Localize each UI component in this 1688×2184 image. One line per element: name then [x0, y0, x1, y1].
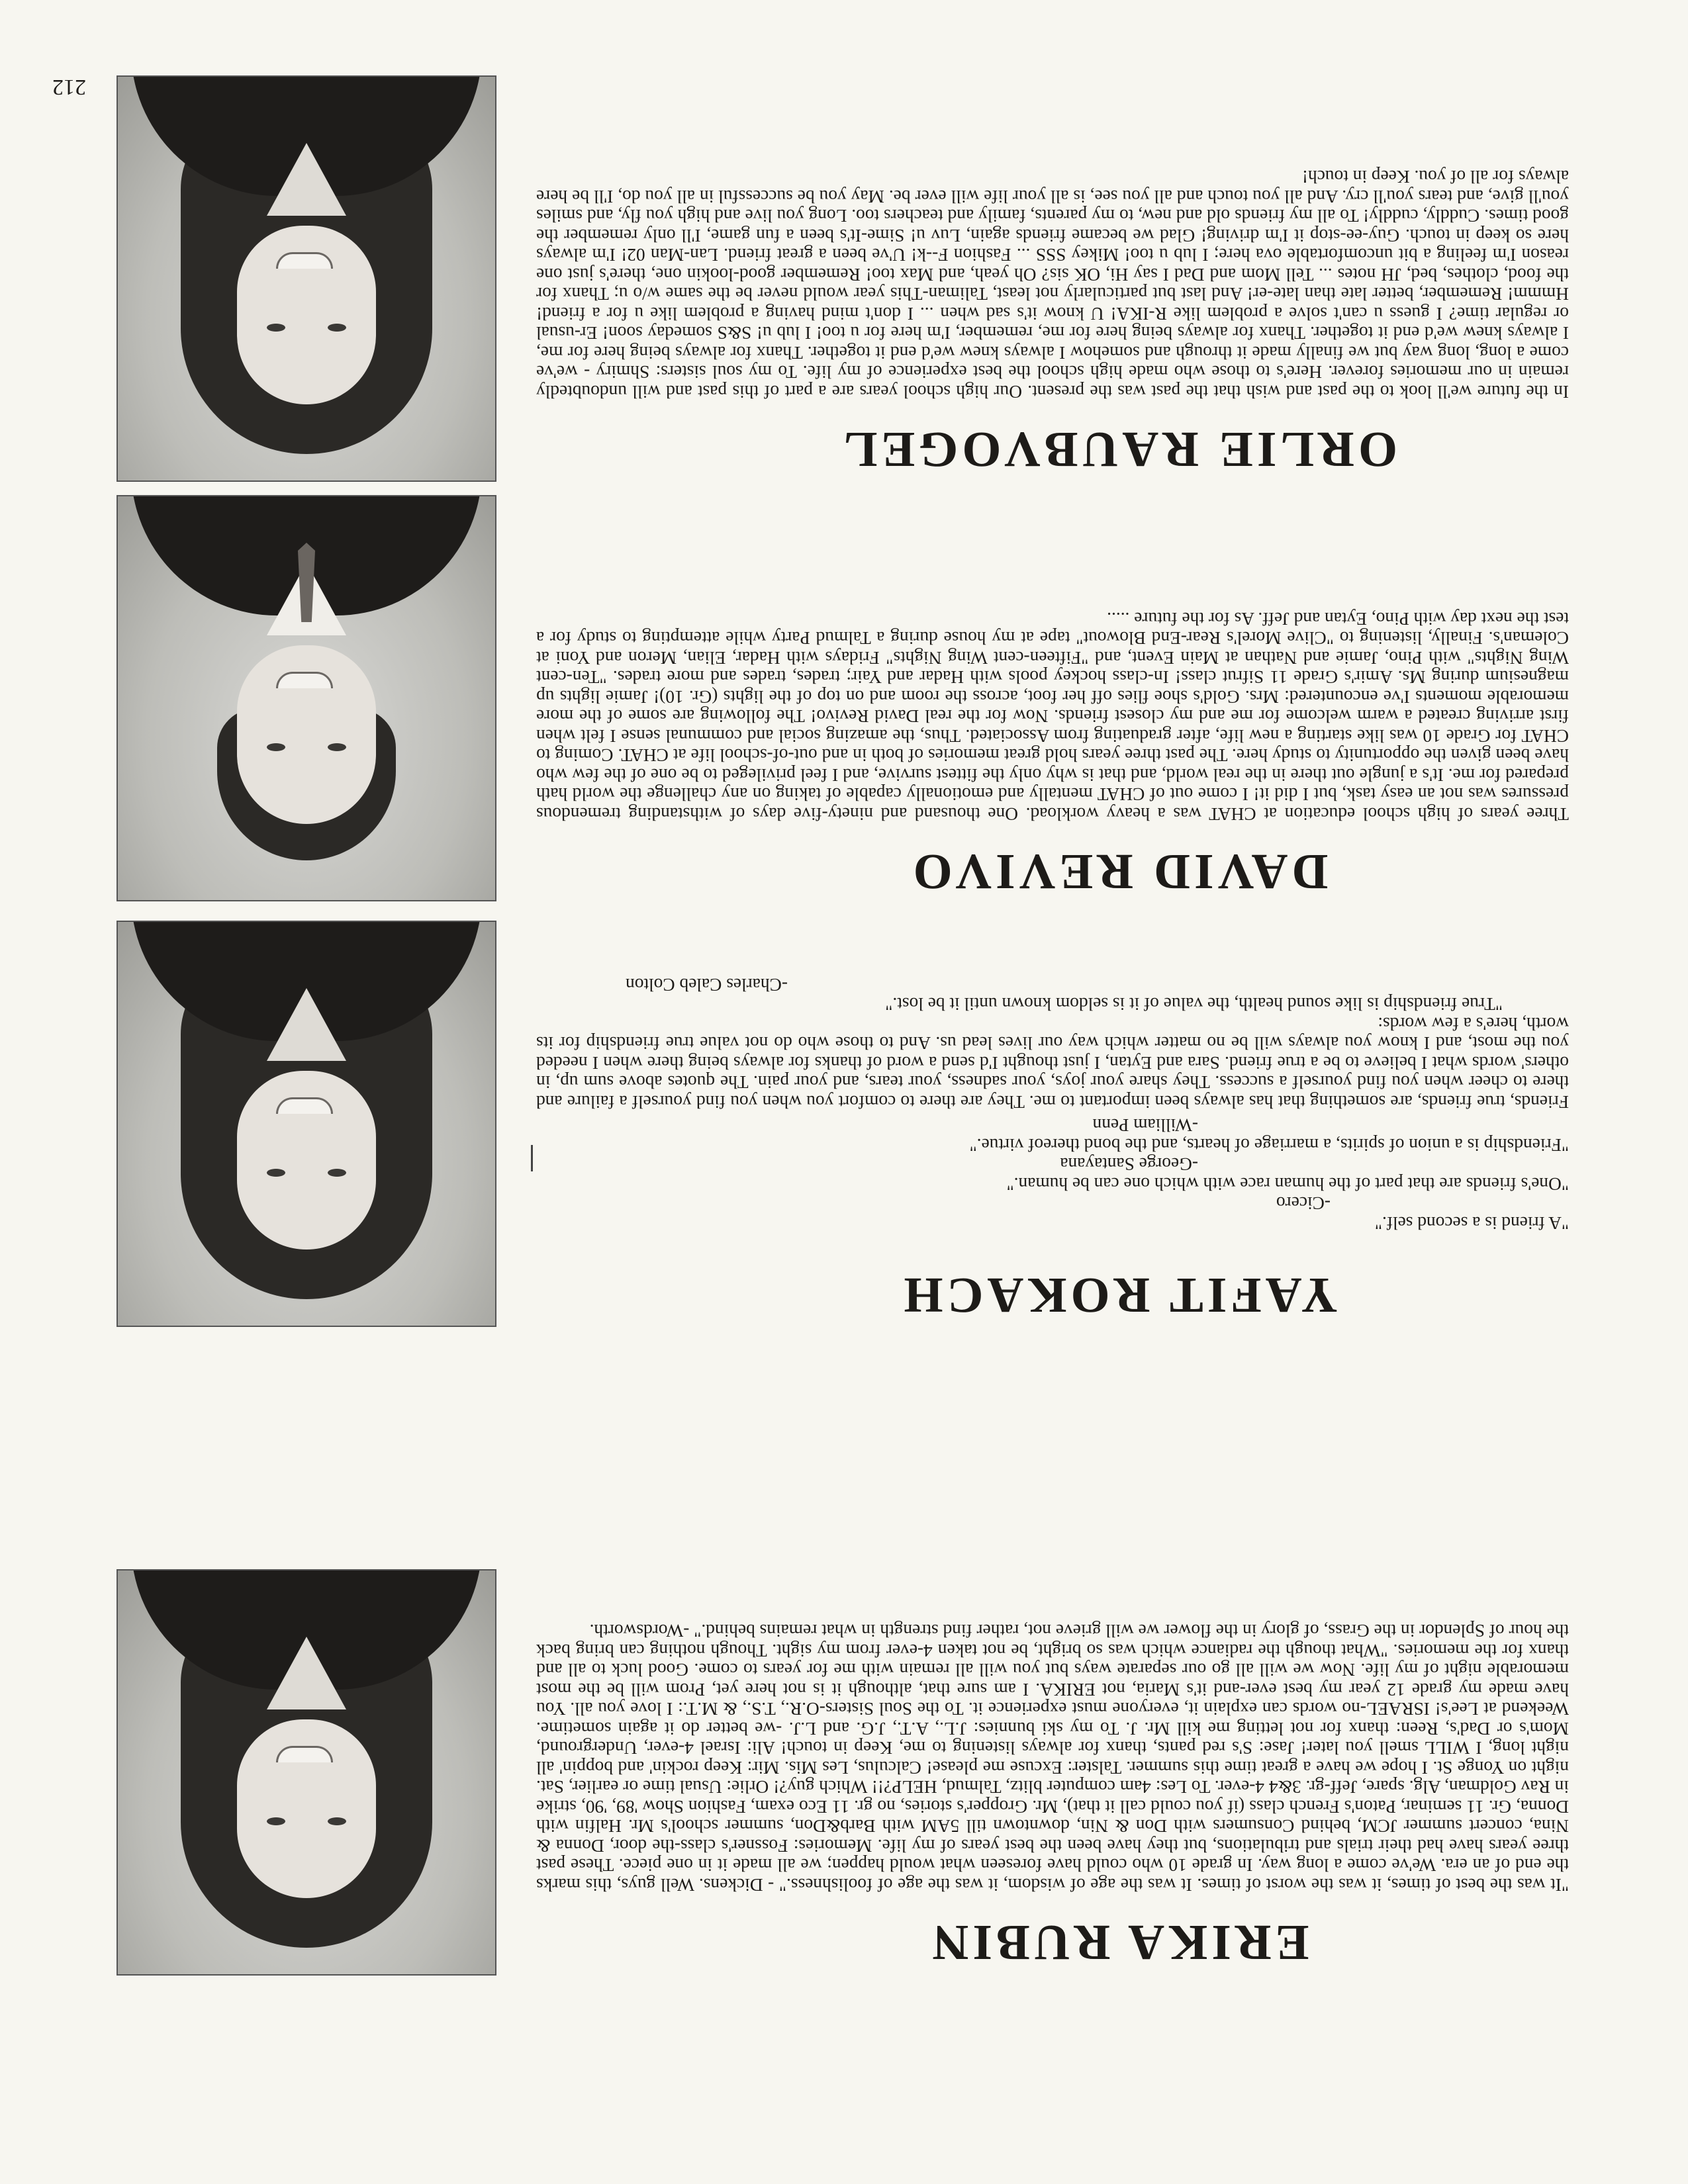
student-name: YAFIT ROKACH	[900, 1267, 1338, 1323]
closing-quote-author: -Charles Caleb Colton	[626, 975, 788, 995]
portrait-photo	[117, 1569, 496, 1976]
student-text: "It was the best of times, it was the worst of times. It was the age of wisdom, it was the age of foolishness." - Dickens. Well guys, this marks the end of an era. We've come a long way. In grade 10 who could have foreseen what would happen; we all made it in one piece. These past three years have had their trials and tribulations, but they have been the best years of my life. Memories: Fossner's class-the door, Donna & Nina, concert summer JCM, behind Consumers with Don & Nin, downtown till 5AM with Barb&Don, summer school's Mr. Halfin with Donna, Gr. 11 seminar, Paton's French class (if you could call it that), Mr. Gropper's stories, no gr. 11 Eco exam, Fashion Show '89, '90, strike in Rav Goldman, Alg. spare, Jeff-gr. 3&4 4-ever. To Les: 4am computer blitz, Talmud, HELP?!! Which guy?! Orlie: Usual time or earlier, Sat. night on Yonge St. I hope we have a great time this summer. Talster: Excuse me please! Calculus, Les Mis. Mir: Keep rockin' and boppin' all night long, I WILL smell you later! Jase: S's red pants, thanx for always listening to me, Keep in touch! Ali: Israel 4-ever, Underground, Mom's or Dad's, Reen: thanx for not letting me kill Mr. J. To my ski bunnies: J.L., A.T., J.G. and L.J. -we better do it again sometime. Weekend at Lee's! ISRAEL-no words can explain it, everyone must experience it. To the Soul Sisters-O.R., T.S., & M.T.: I love you all. You have made my grade 12 year my best ever-and it's Maria, not ERIKA. I am sure that, although it is not here yet, Prom will be the most memorable night of my life. Now we will all go our separate ways but you will all remain with me for years to come. Good luck to all and thanx for the memories. "What though the radiance which was so bright, be not taken 4-ever from my sight. Though nothing can bring back the hour of Splendor in the Grass, of glory in the flower we will grieve not, rather find strength in what remains behind." -Wordsworth.	[536, 1621, 1569, 1895]
closing-quote: "True friendship is like sound health, the value of it is seldom known until it be lost."	[885, 994, 1503, 1015]
student-text: Friends, true friends, are something that has always been important to me. They are there to comfort you when you find yourself a failure and there to cheer when you find yourself a success. They share your joys, your sadness, your tears, and your pain. The quotes above sum up, in others' words what I believe to be a true friend. Sara and Eytan, I just thought I'd send a word of thanks for always being there when I needed you the most, and I know you always will be no matter which way our lives lead us. And to those who do not value true friendship for its worth, here's a few words:	[536, 1014, 1569, 1112]
quote: "One's friends are that part of the human race with which one can be human."	[1006, 1174, 1569, 1194]
student-text: In the future we'll look to the past and wish that the past was the present. Our high school years are a part of this past and will undoubtedly remain in our memories forever. Here's to those who made high school the best experience of my life. To my soul sisters: Shmiry - we've come a long, long way but we finally made it through and somehow I always knew we'd end it together. Thanx for always being here for me, I always knew we'd end it together. Thanx for always being here for me, remember, I'm here for u too! I lub u! S&S someday soon! Er-usual or regular time? I guess u can't solve a problem like R-IKA! U know it's sad when ... I don't mind having a problem like u for a friend! Hmmm! Remember, better late than late-er! And last but particularly not least, Taliman-This year would never be the same w/o u; Thanx for the food, clothes, bed, JH notes ... Tell Mom and Dad I say Hi, OK sis? Oh yeah, and Max too! Remember good-lookin one, there's just one reason I'm feeling a bit uncomfortable ova here; I lub u too! Mikey SSS ... Fashion F--k! U've been a great friend. Lan-Man 02! I'm always here so keep in touch. Guy-ee-stop it I'm driving! Glad we became friends again, Luv u! Sime-It's been a fun game, I'll only remember the good times. Cuddly, cuddly! To all my friends old and new, to my parents, family and teachers too. Long you live and high you fly, and smiles you'll give, and tears you'll cry. And all you touch and all you see, is all your life will ever be. May you be successful in all you do, I'll be here always for all of you. Keep in touch!	[536, 167, 1569, 402]
quote: "A friend is a second self."	[1374, 1213, 1569, 1233]
page-number: 212	[52, 75, 86, 99]
student-name: DAVID REVIVO	[909, 844, 1329, 899]
portrait-photo	[117, 921, 496, 1327]
portrait-photo	[117, 495, 496, 901]
student-name: ERIKA RUBIN	[928, 1915, 1309, 1970]
quote-author: -George Santayana	[1060, 1154, 1198, 1175]
student-name: ORLIE RAUBVOGEL	[839, 422, 1398, 477]
student-text: Three years of high school education at CHAT was a heavy workload. One thousand and ninety-five days of withstanding tremendous pressures was not an easy task, but I did it! I come out of CHAT mentally and emotionally capable of taking on any challenge the world hath prepared for me. It's a jungle out there in the real world, and that is why only the fittest survive, and I feel privileged to be one of the few who have been given the opportunity to study here. The past three years hold great memories of both in and out-of-school life at CHAT. Coming to CHAT for Grade 10 was like starting a new life, after graduating from Associated. Thus, the amazing social and communal sense I felt when first arriving created a warm welcome for me and my closest friends. Now for the real David Revivo! The following are some of the more memorable moments I've encountered: Mrs. Gold's shoe flies off her foot, across the room and on top of the lights (Gr. 10)! Jamie lights up magnesium during Ms. Amir's Grade 11 Sifrut class! In-class hockey pools with Hadar and Yair; trades, trades and more trades. "Ten-cent Wing Nights" with Pino, Jamie and Nathan at Main Event, and "Fifteen-cent Wing Nights" Fridays with Hadar, Elian, Meron and Yoni at Coleman's. Finally, listening to "Clive Morel's Rear-End Blowout" tape at my house during a Talmud Party while attempting to study for a test the next day with Pino, Eytan and Jeff. As for the future .....	[536, 609, 1569, 824]
quote-list	[536, 975, 1569, 1233]
portrait-photo	[117, 75, 496, 482]
quote-author: -Cicero	[1276, 1193, 1331, 1214]
quote: "Friendship is a union of spirits, a marriage of hearts, and the bond thereof virtue."	[969, 1135, 1569, 1155]
quote-author: -William Penn	[1092, 1115, 1198, 1136]
margin-mark	[531, 1145, 533, 1171]
